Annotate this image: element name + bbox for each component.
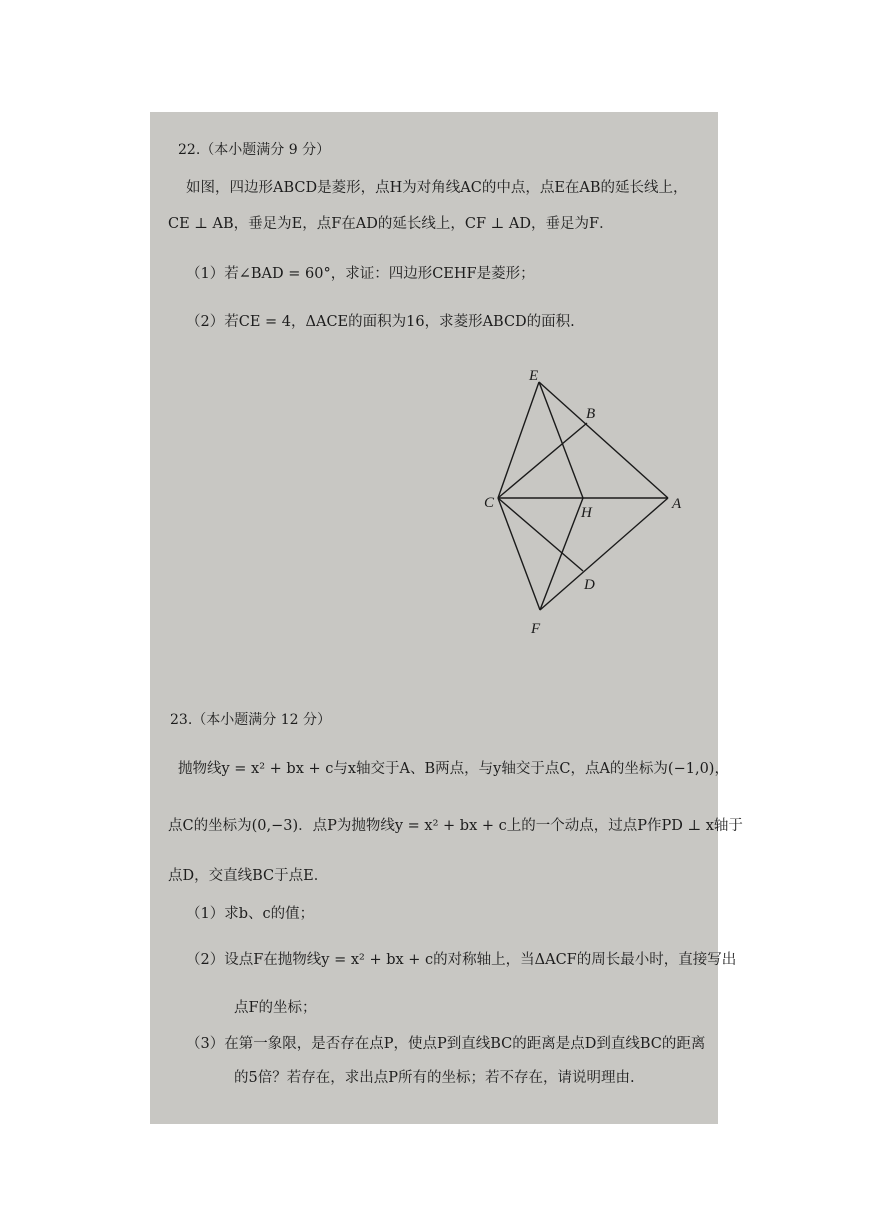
segment-CF: [498, 498, 540, 610]
label-D: D: [584, 577, 595, 593]
q23-statement-line2: 点C的坐标为(0,−3)．点P为抛物线y = x² + bx + c上的一个动点，过点P作PD ⊥ x轴于: [168, 818, 743, 834]
segment-EH: [539, 382, 583, 498]
q23-statement-line3: 点D，交直线BC于点E．: [168, 868, 329, 884]
q22-header: 22.（本小题满分 9 分）: [178, 142, 331, 158]
q23-part2-line1: （2）设点F在抛物线y = x² + bx + c的对称轴上，当ΔACF的周长最小时，直接写出: [186, 952, 737, 968]
label-H: H: [581, 505, 592, 521]
q23-part2-line2: 点F的坐标；: [234, 1000, 317, 1016]
q22-statement-line2: CE ⊥ AB，垂足为E，点F在AD的延长线上，CF ⊥ AD，垂足为F．: [168, 216, 614, 232]
q23-part1: （1）求b、c的值；: [186, 906, 315, 922]
label-E: E: [529, 368, 539, 384]
q23-statement-line1: 抛物线y = x² + bx + c与x轴交于A、B两点，与y轴交于点C，点A的坐标为(−1,0)，: [178, 761, 729, 777]
q22-statement-line1: 如图，四边形ABCD是菱形，点H为对角线AC的中点，点E在AB的延长线上，: [186, 180, 688, 196]
label-F: F: [531, 621, 541, 637]
segment-AF: [540, 498, 668, 610]
segment-HF: [540, 498, 583, 610]
rhombus-figure: [480, 368, 682, 757]
q22-part1: （1）若∠BAD = 60°，求证：四边形CEHF是菱形；: [186, 266, 535, 282]
label-B: B: [586, 406, 596, 422]
q23-part3-line2: 的5倍？若存在，求出点P所有的坐标；若不存在，请说明理由.: [234, 1070, 635, 1086]
q22-part2: （2）若CE = 4，ΔACE的面积为16，求菱形ABCD的面积.: [186, 314, 575, 330]
label-A: A: [672, 496, 682, 512]
segment-CD: [498, 498, 583, 571]
exam-paper-photo: [150, 112, 743, 1124]
segment-EA: [539, 382, 668, 498]
q23-part3-line1: （3）在第一象限，是否存在点P，使点P到直线BC的距离是点D到直线BC的距离: [186, 1036, 706, 1052]
q23-header: 23.（本小题满分 12 分）: [170, 712, 331, 728]
label-C: C: [484, 495, 495, 511]
